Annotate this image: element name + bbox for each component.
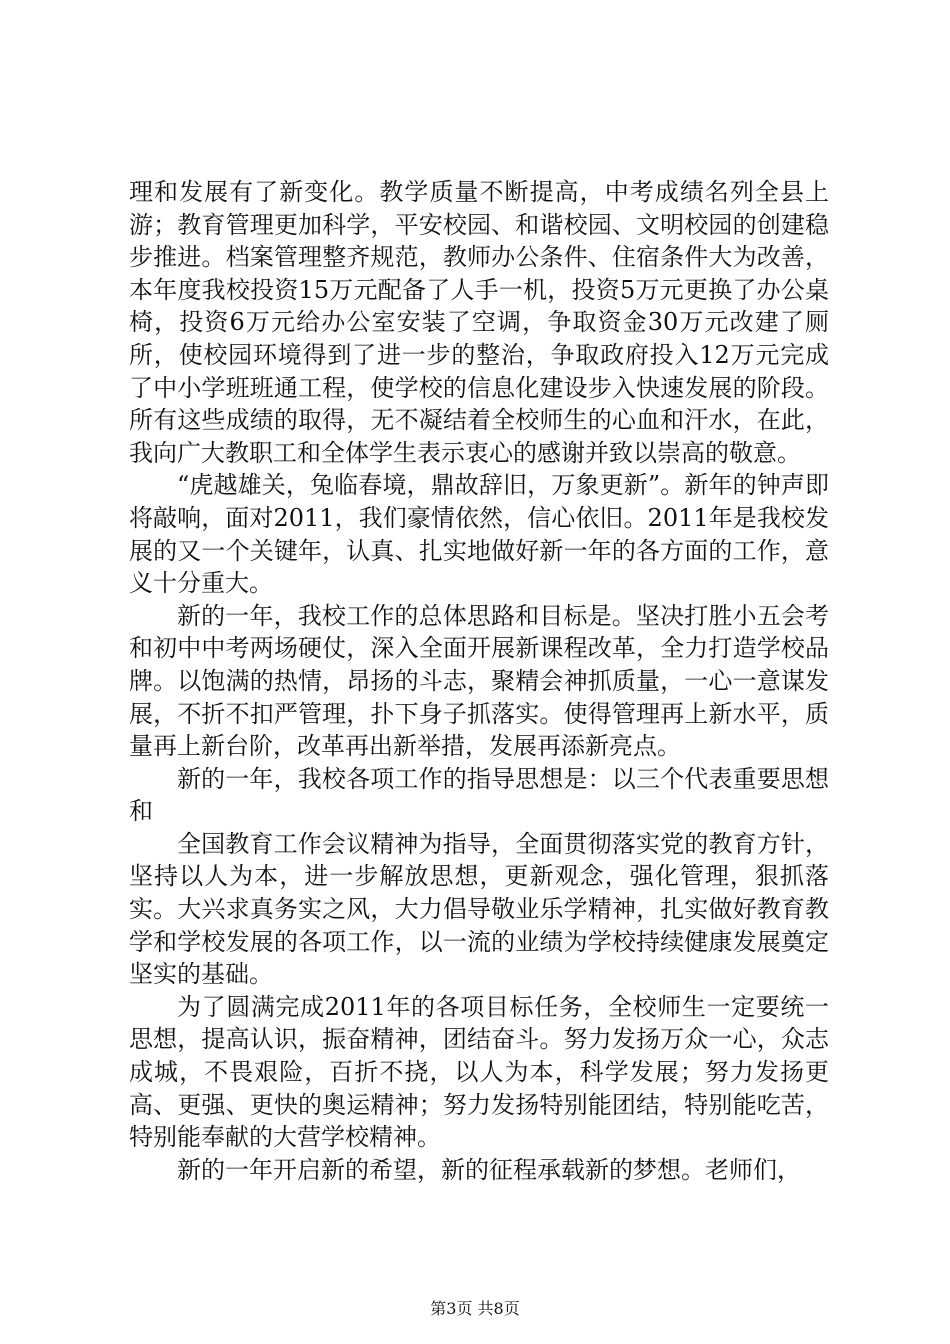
page-number-footer: 第3页 共8页 (430, 1299, 520, 1318)
document-body (129, 176, 829, 1186)
paragraph-1: 理和发展有了新变化。教学质量不断提高，中考成绩名列全县上游；教育管理更加科学，平安校园、和谐校园、文明校园的创建稳步推进。档案管理整齐规范，教师办公条件、住宿条件大为改善，本年度我校投资15万元配备了人手一机，投资5万元更换了办公桌椅，投资6万元给办公室安装了空调，争取资金30万元改建了厕所，使校园环境得到了进一步的整治，争取政府投入12万元完成了中小学班班通工程，使学校的信息化建设步入快速发展的阶段。所有这些成绩的取得，无不凝结着全校师生的心血和汗水，在此，我向广大教职工和全体学生表示衷心的感谢并致以崇高的敬意。 (129, 178, 829, 467)
paragraph-4: 新的一年，我校各项工作的指导思想是：以三个代表重要思想和 (129, 764, 829, 826)
paragraph-3: 新的一年，我校工作的总体思路和目标是。坚决打胜小五会考和初中中考两场硬仗，深入全面开展新课程改革，全力打造学校品牌。以饱满的热情，昂扬的斗志，聚精会神抓质量，一心一意谋发展，不折不扣严管理，扑下身子抓落实。使得管理再上新水平，质量再上新台阶，改革再出新举措，发展再添新亮点。 (129, 601, 829, 761)
paragraph-6: 为了圆满完成2011年的各项目标任务，全校师生一定要统一思想，提高认识，振奋精神，团结奋斗。努力发扬万众一心，众志成城，不畏艰险，百折不挠，以人为本，科学发展；努力发扬更高、更强、更快的奥运精神；努力发扬特别能团结，特别能吃苦，特别能奉献的大营学校精神。 (129, 992, 829, 1152)
paragraph-7: 新的一年开启新的希望，新的征程承载新的梦想。老师们， (177, 1155, 801, 1184)
paragraph-2: “虎越雄关，兔临春境，鼎故辞旧，万象更新”。新年的钟声即将敲响，面对2011，我们豪情依然，信心依旧。2011年是我校发展的又一个关键年，认真、扎实地做好新一年的各方面的工作，意义十分重大。 (129, 471, 829, 598)
paragraph-5: 全国教育工作会议精神为指导，全面贯彻落实党的教育方针，坚持以人为本，进一步解放思想，更新观念，强化管理，狠抓落实。大兴求真务实之风，大力倡导敬业乐学精神，扎实做好教育教学和学校发展的各项工作，以一流的业绩为学校持续健康发展奠定坚实的基础。 (129, 829, 829, 989)
